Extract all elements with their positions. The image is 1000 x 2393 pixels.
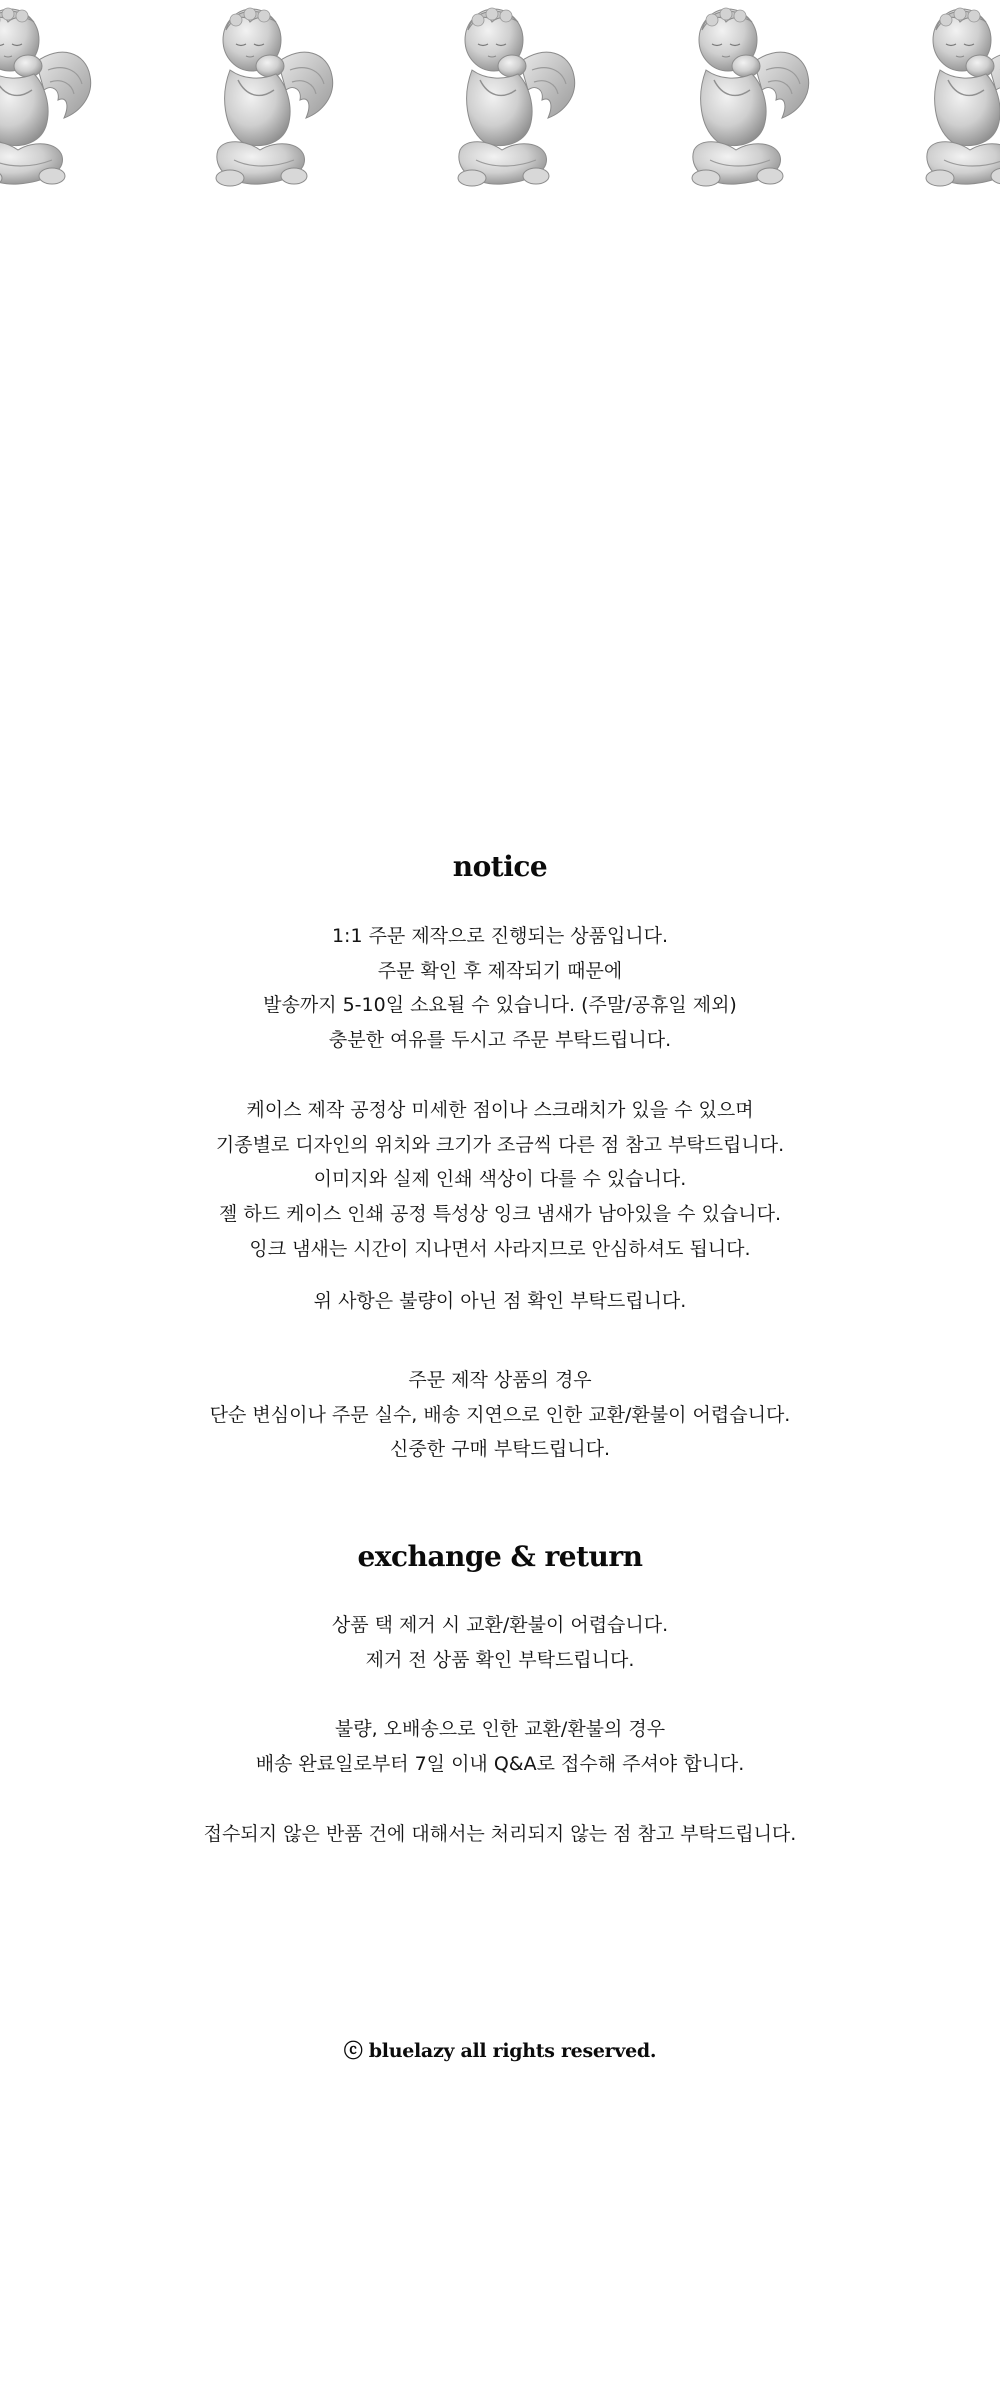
notice-line: 1:1 주문 제작으로 진행되는 상품입니다. xyxy=(331,925,669,947)
exchange-return-title: exchange & return xyxy=(357,1540,643,1573)
exchange-line: 제거 전 상품 확인 부탁드립니다. xyxy=(365,1648,635,1671)
notice-production-info xyxy=(0,919,1000,1058)
cherub-statue-image xyxy=(666,0,816,195)
cherub-statue-image xyxy=(900,0,1000,195)
notice-line: 위 사항은 불량이 아닌 점 확인 부탁드립니다. xyxy=(313,1290,687,1312)
exchange-line: 접수되지 않은 반품 건에 대해서는 처리되지 않는 점 참고 부탁드립니다. xyxy=(203,1823,797,1845)
notice-line: 발송까지 5-10일 소요될 수 있습니다. (주말/공휴일 제외) xyxy=(263,994,737,1017)
notice-line: 기종별로 디자인의 위치와 크기가 조금씩 다른 점 참고 부탁드립니다. xyxy=(215,1133,785,1156)
notice-line: 케이스 제작 공정상 미세한 점이나 스크래치가 있을 수 있으며 xyxy=(246,1099,754,1121)
exchange-line: 상품 택 제거 시 교환/환불이 어렵습니다. xyxy=(331,1614,669,1636)
exchange-line: 배송 완료일로부터 7일 이내 Q&A로 접수해 주셔야 합니다. xyxy=(255,1752,745,1775)
cherub-banner xyxy=(0,0,1000,200)
notice-not-defect xyxy=(0,1284,1000,1319)
notice-line: 주문 확인 후 제작되기 때문에 xyxy=(377,959,623,982)
notice-line: 단순 변심이나 주문 실수, 배송 지연으로 인한 교환/환불이 어렵습니다. xyxy=(209,1403,791,1426)
notice-title: notice xyxy=(452,850,548,883)
cherub-statue-image xyxy=(432,0,582,195)
copyright-footer: ⓒ bluelazy all rights reserved. xyxy=(343,2040,657,2062)
notice-line: 주문 제작 상품의 경우 xyxy=(408,1369,592,1391)
notice-line: 잉크 냄새는 시간이 지나면서 사라지므로 안심하셔도 됩니다. xyxy=(249,1237,751,1260)
notice-line: 충분한 여유를 두시고 주문 부탁드립니다. xyxy=(328,1029,672,1052)
exchange-unregistered-info xyxy=(0,1817,1000,1852)
exchange-tag-info xyxy=(0,1608,1000,1677)
notice-custom-order-policy xyxy=(0,1363,1000,1467)
notice-line: 이미지와 실제 인쇄 색상이 다를 수 있습니다. xyxy=(313,1168,687,1191)
cherub-statue-image xyxy=(0,0,98,195)
notice-line: 신중한 구매 부탁드립니다. xyxy=(389,1438,610,1461)
exchange-line: 불량, 오배송으로 인한 교환/환불의 경우 xyxy=(334,1718,666,1740)
notice-line: 젤 하드 케이스 인쇄 공정 특성상 잉크 냄새가 남아있을 수 있습니다. xyxy=(219,1203,781,1226)
notice-print-info xyxy=(0,1093,1000,1267)
cherub-statue-image xyxy=(190,0,340,195)
exchange-defect-info xyxy=(0,1712,1000,1781)
